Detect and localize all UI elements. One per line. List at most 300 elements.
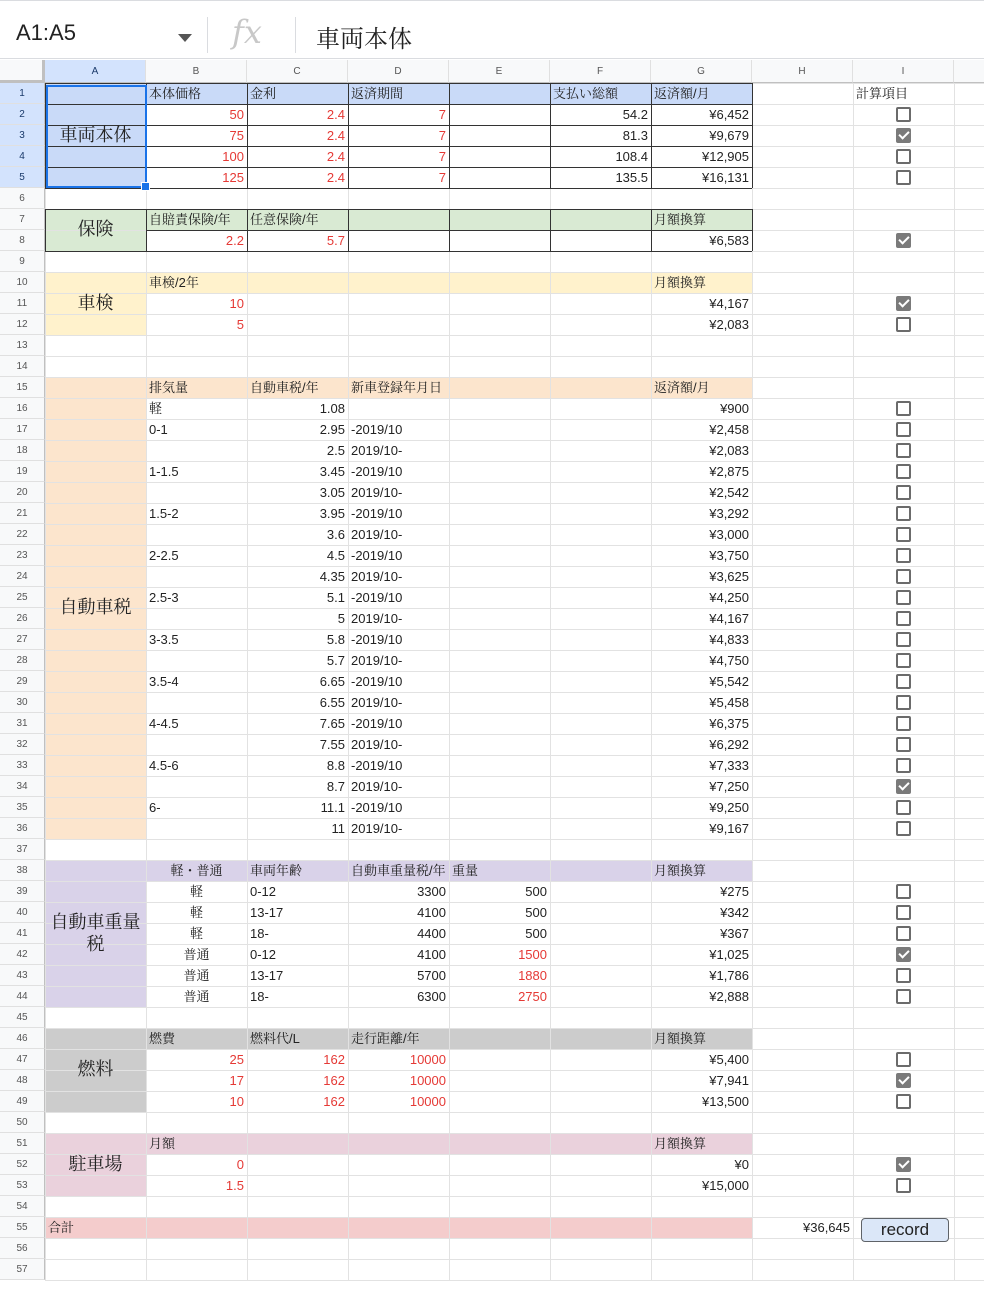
checkbox[interactable] [896,653,911,668]
cell[interactable]: 3-3.5 [149,632,179,647]
cell[interactable]: ¥342 [720,905,749,920]
row-header-12[interactable]: 12 [0,314,45,335]
cell[interactable]: 2.4 [326,107,345,122]
cell[interactable]: -2019/10 [351,590,403,605]
cell[interactable]: 75 [229,128,244,143]
row-header-23[interactable]: 23 [0,545,45,566]
cell[interactable]: ¥5,542 [709,674,749,689]
column-header-c[interactable]: C [247,60,348,83]
row-header-2[interactable]: 2 [0,104,45,125]
checkbox[interactable] [896,716,911,731]
checkbox[interactable] [896,1073,911,1088]
cell[interactable]: 1.5-2 [149,506,179,521]
cell[interactable] [146,524,247,545]
cell[interactable]: ¥4,833 [709,632,749,647]
checkbox[interactable] [896,401,911,416]
cell[interactable]: 162 [323,1094,345,1109]
cell[interactable]: 2-2.5 [149,548,179,563]
row-header-42[interactable]: 42 [0,944,45,965]
checkbox[interactable] [896,527,911,542]
cell[interactable]: 7.65 [319,716,345,731]
corner-header[interactable] [0,60,45,83]
row-header-6[interactable]: 6 [0,188,45,209]
cell[interactable]: 162 [323,1073,345,1088]
header-cell[interactable]: 月額 [149,1136,176,1151]
cell[interactable]: ¥2,458 [709,422,749,437]
cell[interactable]: 1-1.5 [149,464,179,479]
section-label-insurance[interactable]: 保険 [77,219,114,240]
cell[interactable]: 0-12 [250,947,277,962]
cell[interactable]: ¥275 [720,884,749,899]
row-header-53[interactable]: 53 [0,1175,45,1196]
header-cell[interactable]: 燃費 [149,1031,176,1046]
cell[interactable]: ¥2,888 [709,989,749,1004]
cell[interactable]: 2019/10- [351,737,403,752]
cell[interactable]: -2019/10 [351,758,403,773]
header-cell[interactable]: 支払い総額 [553,86,619,101]
cell[interactable]: 10 [229,296,244,311]
cell[interactable] [146,440,247,461]
header-cell[interactable]: 本体価格 [149,86,202,101]
checkbox[interactable] [896,674,911,689]
header-cell[interactable]: 重量 [452,863,479,878]
checkbox[interactable] [896,905,911,920]
cell[interactable]: 125 [222,170,244,185]
cell[interactable]: 0 [236,1157,244,1172]
cell[interactable]: 81.3 [622,128,648,143]
cell[interactable]: ¥7,941 [709,1073,749,1088]
cell[interactable]: 軽 [189,905,203,920]
cell[interactable]: 162 [323,1052,345,1067]
row-header-51[interactable]: 51 [0,1133,45,1154]
column-header-h[interactable]: H [752,60,853,83]
cell[interactable]: 6300 [417,989,446,1004]
row-header-33[interactable]: 33 [0,755,45,776]
section-label-vehicle[interactable]: 車両本体 [59,124,132,146]
total-value[interactable]: ¥36,645 [803,1220,850,1235]
cell[interactable]: 500 [525,926,547,941]
cell[interactable]: ¥3,625 [709,569,749,584]
cell[interactable]: ¥9,167 [709,821,749,836]
cell[interactable]: 2019/10- [351,527,403,542]
header-cell[interactable]: 車両年齢 [250,863,303,878]
row-header-40[interactable]: 40 [0,902,45,923]
checkbox[interactable] [896,422,911,437]
cell[interactable]: 1880 [518,968,547,983]
cell[interactable] [146,608,247,629]
cell[interactable]: 2019/10- [351,611,403,626]
checkbox[interactable] [896,233,911,248]
cell[interactable]: 5.7 [326,233,345,248]
cell[interactable]: ¥367 [720,926,749,941]
checkbox[interactable] [896,1052,911,1067]
fill-handle[interactable] [141,182,150,191]
row-header-46[interactable]: 46 [0,1028,45,1049]
cell[interactable]: 2019/10- [351,485,403,500]
checkbox[interactable] [896,779,911,794]
header-cell[interactable]: 新車登録年月日 [351,380,443,395]
checkbox[interactable] [896,926,911,941]
cell[interactable]: 54.2 [622,107,648,122]
cell[interactable]: 7 [438,149,446,164]
checkbox[interactable] [896,464,911,479]
cell[interactable]: 軽 [189,884,203,899]
cell[interactable]: 4100 [417,947,446,962]
cell[interactable]: ¥2,875 [709,464,749,479]
row-header-18[interactable]: 18 [0,440,45,461]
cell[interactable] [146,776,247,797]
cell[interactable]: -2019/10 [351,506,403,521]
cell[interactable]: 普通 [183,989,210,1004]
cell[interactable]: ¥2,083 [709,317,749,332]
column-header-i[interactable]: I [853,60,954,83]
header-cell[interactable]: 返済額/月 [654,86,710,101]
section-label-weight-tax[interactable]: 自動車重量税 [50,911,141,955]
row-header-26[interactable]: 26 [0,608,45,629]
cell[interactable]: 軽 [189,926,203,941]
cell[interactable]: 5700 [417,968,446,983]
cell[interactable]: -2019/10 [351,674,403,689]
cell[interactable]: ¥6,583 [709,233,749,248]
cell[interactable]: 500 [525,905,547,920]
cell[interactable]: -2019/10 [351,800,403,815]
row-header-11[interactable]: 11 [0,293,45,314]
cell[interactable]: ¥4,750 [709,653,749,668]
column-header-d[interactable]: D [348,60,449,83]
row-header-52[interactable]: 52 [0,1154,45,1175]
cell[interactable]: 7 [438,170,446,185]
cell[interactable]: 6.55 [319,695,345,710]
row-header-36[interactable]: 36 [0,818,45,839]
row-header-5[interactable]: 5 [0,167,45,188]
cell[interactable]: ¥3,292 [709,506,749,521]
cell[interactable]: ¥5,400 [709,1052,749,1067]
checkbox[interactable] [896,737,911,752]
row-header-39[interactable]: 39 [0,881,45,902]
cell[interactable] [348,398,449,419]
row-header-20[interactable]: 20 [0,482,45,503]
cell[interactable]: ¥3,750 [709,548,749,563]
column-header-j[interactable] [954,60,984,83]
header-cell[interactable]: 金利 [250,86,277,101]
checkbox[interactable] [896,1178,911,1193]
cell[interactable]: 2019/10- [351,443,403,458]
cell[interactable]: ¥900 [720,401,749,416]
row-header-21[interactable]: 21 [0,503,45,524]
cell[interactable]: ¥9,250 [709,800,749,815]
checkbox[interactable] [896,884,911,899]
header-cell[interactable]: 月額換算 [654,1136,707,1151]
cell[interactable]: 4.35 [319,569,345,584]
checkbox[interactable] [896,632,911,647]
cell[interactable]: 3.05 [319,485,345,500]
cell[interactable]: 17 [229,1073,244,1088]
checkbox[interactable] [896,989,911,1004]
cell[interactable]: 3.5-4 [149,674,179,689]
row-header-43[interactable]: 43 [0,965,45,986]
section-label-parking[interactable]: 駐車場 [68,1153,123,1175]
cell[interactable]: ¥5,458 [709,695,749,710]
cell[interactable]: ¥6,292 [709,737,749,752]
row-header-35[interactable]: 35 [0,797,45,818]
checkbox[interactable] [896,695,911,710]
cell[interactable]: 2019/10- [351,779,403,794]
row-header-14[interactable]: 14 [0,356,45,377]
checkbox[interactable] [896,296,911,311]
row-header-10[interactable]: 10 [0,272,45,293]
section-label-inspection[interactable]: 車検 [77,292,114,314]
row-header-47[interactable]: 47 [0,1049,45,1070]
cell[interactable]: 2.4 [326,128,345,143]
cell[interactable]: 500 [525,884,547,899]
cell[interactable]: ¥16,131 [702,170,749,185]
checkbox[interactable] [896,128,911,143]
cell[interactable]: 6.65 [319,674,345,689]
cell[interactable]: 10 [229,1094,244,1109]
row-header-16[interactable]: 16 [0,398,45,419]
row-header-17[interactable]: 17 [0,419,45,440]
checkbox[interactable] [896,968,911,983]
checkbox[interactable] [896,821,911,836]
cell[interactable]: ¥1,786 [709,968,749,983]
row-header-25[interactable]: 25 [0,587,45,608]
cell[interactable]: 4.5 [326,548,345,563]
header-cell[interactable]: 排気量 [149,380,189,395]
cell[interactable]: 2.4 [326,149,345,164]
column-header-b[interactable]: B [146,60,247,83]
cell[interactable]: 5.8 [326,632,345,647]
cell[interactable]: 4400 [417,926,446,941]
checkbox[interactable] [896,443,911,458]
row-header-41[interactable]: 41 [0,923,45,944]
row-header-44[interactable]: 44 [0,986,45,1007]
cell[interactable]: 11 [331,821,345,836]
cell[interactable]: 2019/10- [351,569,403,584]
cell[interactable]: ¥6,375 [709,716,749,731]
cell[interactable]: 7 [438,128,446,143]
cell[interactable]: 3.45 [319,464,345,479]
checkbox[interactable] [896,107,911,122]
cell[interactable]: ¥2,542 [709,485,749,500]
record-button[interactable]: record [861,1218,949,1242]
header-cell[interactable]: 月額換算 [654,1031,707,1046]
cell[interactable]: 50 [229,107,244,122]
row-header-54[interactable]: 54 [0,1196,45,1217]
cell[interactable]: ¥2,083 [709,443,749,458]
cell[interactable]: 4.5-6 [149,758,179,773]
cell[interactable]: 2750 [518,989,547,1004]
row-header-8[interactable]: 8 [0,230,45,251]
cell[interactable]: -2019/10 [351,716,403,731]
cell[interactable]: 2.4 [326,170,345,185]
cell[interactable]: 普通 [183,968,210,983]
cell[interactable]: -2019/10 [351,464,403,479]
cell[interactable]: 7.55 [319,737,345,752]
row-header-57[interactable]: 57 [0,1259,45,1280]
row-header-38[interactable]: 38 [0,860,45,881]
header-cell[interactable]: 返済額/月 [654,380,710,395]
row-header-13[interactable]: 13 [0,335,45,356]
cell[interactable]: 4-4.5 [149,716,179,731]
cell[interactable]: ¥1,025 [709,947,749,962]
section-label-auto-tax[interactable]: 自動車税 [59,597,132,618]
row-header-15[interactable]: 15 [0,377,45,398]
header-cell[interactable]: 計算項目 [856,86,909,101]
cell[interactable]: 10000 [409,1052,446,1067]
checkbox[interactable] [896,149,911,164]
cell[interactable]: -2019/10 [351,422,403,437]
cell[interactable]: 13-17 [250,905,284,920]
row-header-48[interactable]: 48 [0,1070,45,1091]
cell[interactable]: ¥4,167 [709,296,749,311]
row-header-37[interactable]: 37 [0,839,45,860]
cell[interactable]: ¥0 [734,1157,749,1172]
header-cell[interactable]: 自賠責保険/年 [149,212,231,227]
cell[interactable]: 2019/10- [351,821,403,836]
header-cell[interactable]: 月額換算 [654,275,707,290]
cell[interactable]: ¥6,452 [709,107,749,122]
formula-input[interactable]: 車両本体 [316,25,412,53]
cell[interactable]: 2.2 [225,233,244,248]
cell[interactable]: 6- [149,800,161,815]
header-cell[interactable]: 軽・普通 [170,863,223,878]
cell[interactable]: 3.6 [326,527,345,542]
cell[interactable]: ¥4,250 [709,590,749,605]
checkbox[interactable] [896,1157,911,1172]
row-header-30[interactable]: 30 [0,692,45,713]
cell[interactable]: ¥13,500 [702,1094,749,1109]
checkbox[interactable] [896,485,911,500]
cell[interactable]: 7 [438,107,446,122]
row-header-3[interactable]: 3 [0,125,45,146]
row-header-7[interactable]: 7 [0,209,45,230]
cell[interactable]: 25 [229,1052,244,1067]
name-box[interactable]: A1:A5 [16,20,76,45]
cell[interactable]: -2019/10 [351,548,403,563]
cell[interactable] [146,650,247,671]
row-header-27[interactable]: 27 [0,629,45,650]
cell[interactable]: 2.5 [326,443,345,458]
cell[interactable]: 5.7 [326,653,345,668]
row-header-29[interactable]: 29 [0,671,45,692]
cell[interactable]: ¥15,000 [702,1178,749,1193]
row-header-22[interactable]: 22 [0,524,45,545]
row-header-49[interactable]: 49 [0,1091,45,1112]
row-header-34[interactable]: 34 [0,776,45,797]
row-header-55[interactable]: 55 [0,1217,45,1238]
cell[interactable]: -2019/10 [351,632,403,647]
row-header-31[interactable]: 31 [0,713,45,734]
checkbox[interactable] [896,800,911,815]
row-header-56[interactable]: 56 [0,1238,45,1259]
total-label[interactable]: 合計 [48,1220,75,1235]
cell[interactable] [146,734,247,755]
cell[interactable] [146,692,247,713]
cell[interactable]: 5 [337,611,345,626]
checkbox[interactable] [896,317,911,332]
header-cell[interactable]: 燃料代/L [250,1031,300,1046]
cell[interactable]: 8.8 [326,758,345,773]
row-header-50[interactable]: 50 [0,1112,45,1133]
row-header-32[interactable]: 32 [0,734,45,755]
cell[interactable]: 100 [222,149,244,164]
cell[interactable]: 1.5 [225,1178,244,1193]
cell[interactable]: 18- [250,989,269,1004]
cell[interactable]: 5.1 [326,590,345,605]
cell[interactable]: 2019/10- [351,653,403,668]
checkbox[interactable] [896,569,911,584]
cell[interactable]: ¥12,905 [702,149,749,164]
cell[interactable]: ¥7,250 [709,779,749,794]
cell[interactable] [146,818,247,839]
row-header-19[interactable]: 19 [0,461,45,482]
cell[interactable] [146,566,247,587]
header-cell[interactable]: 月額換算 [654,863,707,878]
header-cell[interactable]: 走行距離/年 [351,1031,420,1046]
cell[interactable]: 0-12 [250,884,277,899]
cell[interactable]: 13-17 [250,968,284,983]
cell[interactable]: 11.1 [320,800,345,815]
cell[interactable]: 108.4 [615,149,648,164]
cell[interactable]: 10000 [409,1094,446,1109]
row-header-1[interactable]: 1 [0,83,45,104]
cell[interactable]: ¥9,679 [709,128,749,143]
cell[interactable]: ¥7,333 [709,758,749,773]
row-header-24[interactable]: 24 [0,566,45,587]
cell[interactable]: 2.95 [319,422,345,437]
checkbox[interactable] [896,947,911,962]
checkbox[interactable] [896,758,911,773]
row-header-9[interactable]: 9 [0,251,45,272]
cell[interactable]: 3300 [417,884,446,899]
checkbox[interactable] [896,170,911,185]
header-cell[interactable]: 任意保険/年 [250,212,319,227]
cell[interactable]: 1.08 [319,401,345,416]
header-cell[interactable]: 返済期間 [351,86,404,101]
checkbox[interactable] [896,1094,911,1109]
cell[interactable]: 1500 [518,947,547,962]
checkbox[interactable] [896,590,911,605]
column-header-a[interactable]: A [45,60,146,83]
header-cell[interactable]: 自動車重量税/年 [351,863,446,878]
cell[interactable]: 5 [236,317,244,332]
cell[interactable]: 2.5-3 [149,590,179,605]
cell[interactable]: 0-1 [149,422,168,437]
cell[interactable]: 10000 [409,1073,446,1088]
header-cell[interactable]: 車検/2年 [149,275,199,290]
cell[interactable]: 2019/10- [351,695,403,710]
cell[interactable]: 普通 [183,947,210,962]
checkbox[interactable] [896,611,911,626]
cell[interactable]: ¥4,167 [709,611,749,626]
cell[interactable]: 軽 [149,401,163,416]
header-cell[interactable]: 自動車税/年 [250,380,319,395]
column-header-f[interactable]: F [550,60,651,83]
cell[interactable]: 135.5 [615,170,648,185]
row-header-28[interactable]: 28 [0,650,45,671]
row-header-4[interactable]: 4 [0,146,45,167]
header-cell[interactable]: 月額換算 [654,212,707,227]
cell[interactable]: 18- [250,926,269,941]
cell[interactable]: ¥3,000 [709,527,749,542]
row-header-45[interactable]: 45 [0,1007,45,1028]
cell[interactable] [146,482,247,503]
checkbox[interactable] [896,506,911,521]
cell[interactable]: 8.7 [326,779,345,794]
column-header-e[interactable]: E [449,60,550,83]
section-label-fuel[interactable]: 燃料 [77,1059,114,1080]
cell[interactable]: 4100 [417,905,446,920]
